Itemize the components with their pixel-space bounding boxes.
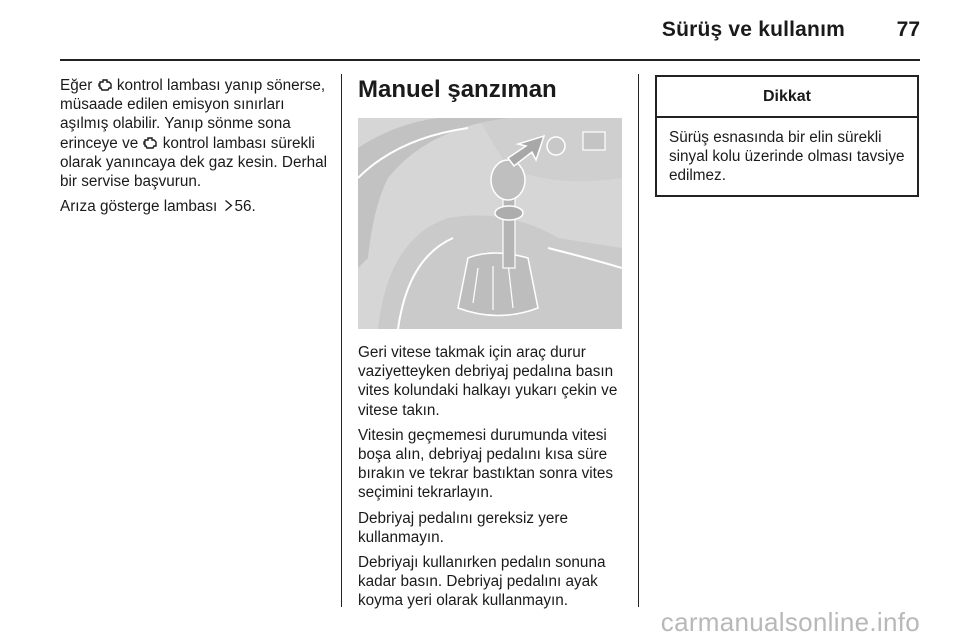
page-number: 77	[896, 18, 920, 41]
text-fragment: kontrol lambası sürekli olarak yanıncaya dek gaz kesin. Derhal bir servise başvurun.	[60, 134, 327, 191]
column-1	[60, 76, 328, 222]
watermark: carmanualsonline.info	[660, 607, 920, 637]
text-fragment: kontrol lambası yanıp sönerse, müsaade edilen emisyon sınırları aşılmış olabilir. Yanıp sönme sona erinceye ve	[60, 77, 326, 152]
column-3	[655, 75, 919, 197]
section-title: Manuel şanzıman	[358, 76, 557, 103]
indicator-reference-paragraph	[60, 197, 328, 216]
page-reference-icon[interactable]	[224, 199, 233, 212]
paragraph: Vitesin geçmemesi durumunda vitesi boşa alın, debriyaj pedalını kısa süre bırakın ve tekrar bastıktan sonra vites seçimini tekrarlayın.	[358, 426, 614, 502]
paragraph: Debriyaj pedalını gereksiz yere kullanmayın.	[358, 509, 569, 546]
text-fragment: Arıza gösterge lambası	[60, 198, 218, 216]
engine-warning-paragraph	[60, 76, 328, 191]
column-divider	[638, 74, 639, 607]
header-rule	[60, 59, 920, 61]
caution-title: Dikkat	[657, 77, 917, 118]
column-2	[358, 76, 624, 617]
header-title: Sürüş ve kullanım	[661, 18, 845, 41]
caution-box	[655, 75, 919, 197]
column-divider	[341, 74, 342, 607]
paragraph: Debriyajı kullanırken pedalın sonuna kadar basın. Debriyaj pedalını ayak koyma yeri olarak kullanmayın.	[358, 554, 606, 610]
engine-warning-icon	[97, 78, 113, 92]
engine-warning-icon	[142, 136, 158, 150]
paragraph: Geri vitese takmak için araç durur vaziyetteyken debriyaj pedalına basın vites kolundaki halkayı yukarı çekin ve vitese takın.	[358, 344, 618, 419]
page-reference-link[interactable]: 56.	[234, 198, 256, 216]
text-fragment: Eğer	[60, 77, 93, 94]
gear-shift-illustration	[358, 118, 622, 329]
caution-text: Sürüş esnasında bir elin sürekli sinyal kolu üzerinde olması tavsiye edilmez.	[669, 129, 905, 185]
